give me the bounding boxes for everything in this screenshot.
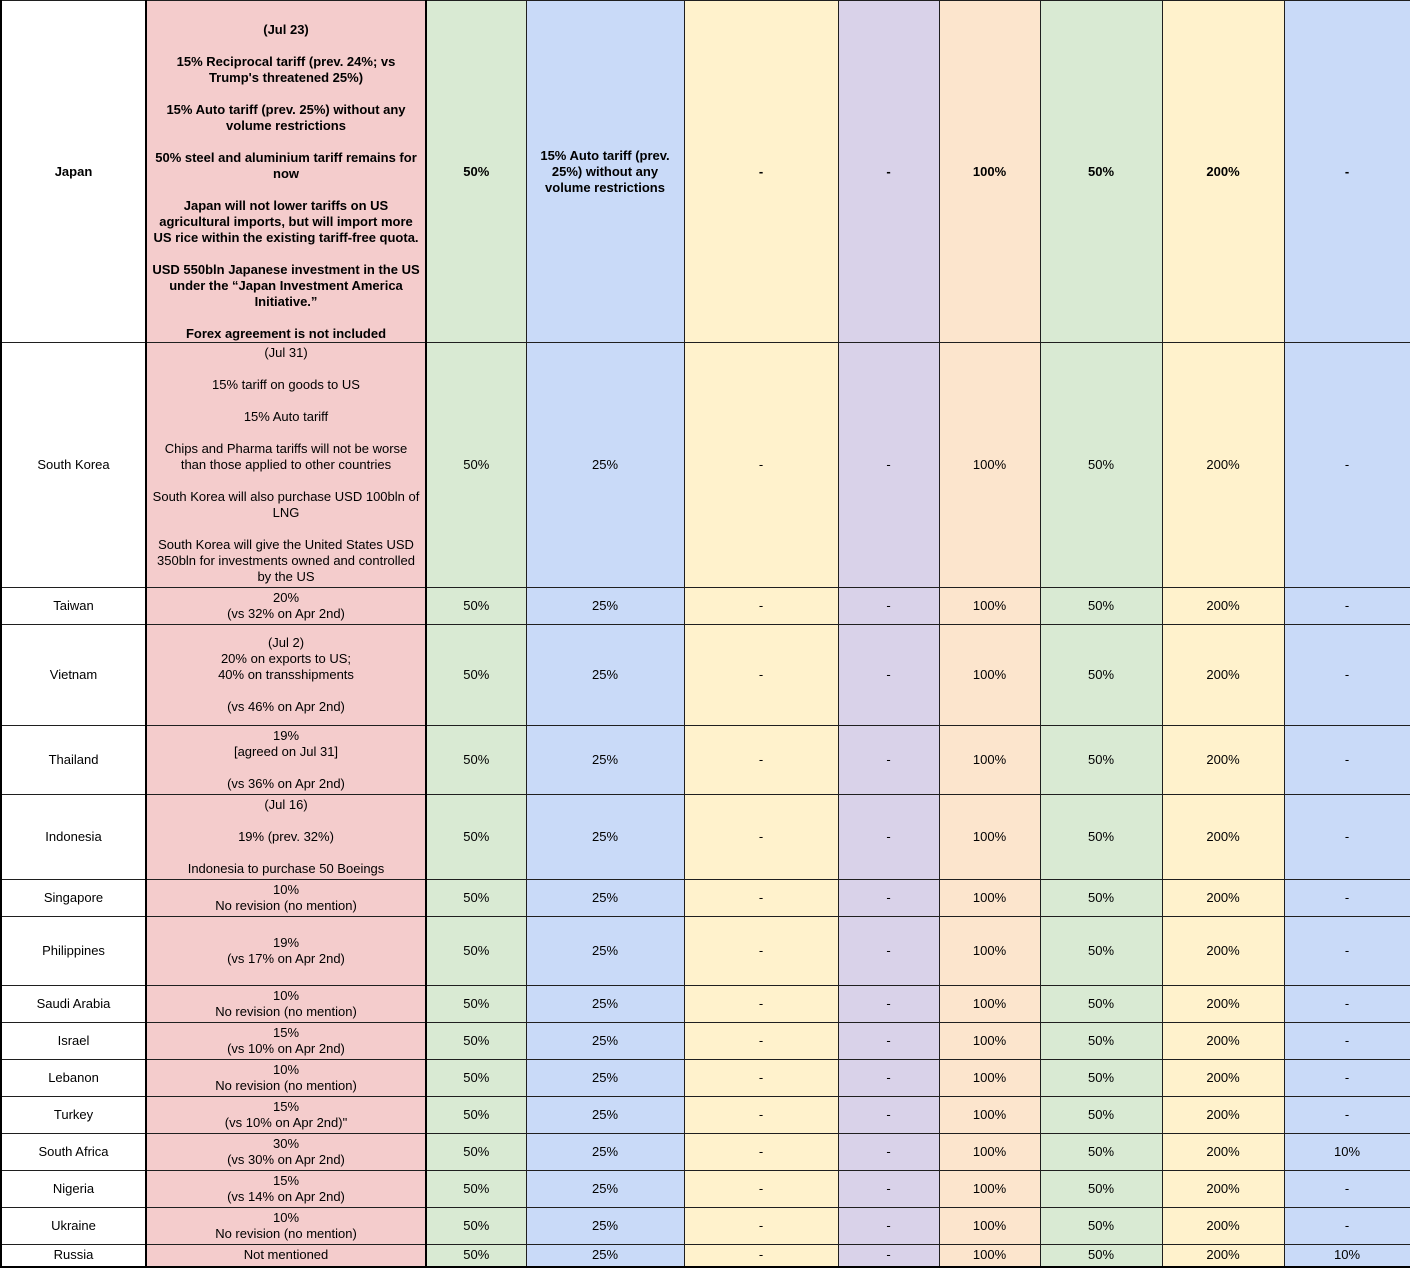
country-cell[interactable]: South Korea <box>1 343 146 588</box>
tariff-cell-col7[interactable]: 100% <box>939 1060 1040 1097</box>
tariff-cell-col5[interactable]: - <box>684 917 838 986</box>
tariff-cell-col8[interactable]: 50% <box>1040 1208 1162 1245</box>
tariff-cell-col6[interactable]: - <box>838 625 939 726</box>
country-cell[interactable]: Russia <box>1 1245 146 1267</box>
deal-details-cell[interactable]: (Jul 31) 15% tariff on goods to US 15% Auto tariff Chips and Pharma tariffs will not be worse than those applied to other countries South Korea will also purchase USD 100bln of LNG South Korea will give the United States USD 350bln for investments owned and controlled by the US <box>146 343 426 588</box>
auto-tariff-cell[interactable]: 25% <box>526 986 684 1023</box>
tariff-cell-col10[interactable]: - <box>1284 726 1410 795</box>
tariff-cell-col7[interactable]: 100% <box>939 625 1040 726</box>
tariff-cell-col5[interactable]: - <box>684 986 838 1023</box>
deal-details-cell[interactable]: 15% (vs 10% on Apr 2nd)" <box>146 1097 426 1134</box>
tariff-cell-col9[interactable]: 200% <box>1162 1171 1284 1208</box>
deal-details-cell[interactable]: Not mentioned <box>146 1245 426 1267</box>
deal-details-cell[interactable]: 15% (vs 14% on Apr 2nd) <box>146 1171 426 1208</box>
tariff-cell-col7[interactable]: 100% <box>939 1 1040 343</box>
steel-aluminium-tariff-cell[interactable]: 50% <box>426 1023 526 1060</box>
deal-details-cell[interactable]: 19% [agreed on Jul 31] (vs 36% on Apr 2nd) <box>146 726 426 795</box>
auto-tariff-cell[interactable]: 25% <box>526 1171 684 1208</box>
tariff-cell-col9[interactable]: 200% <box>1162 1097 1284 1134</box>
deal-details-cell[interactable]: (Jul 23) 15% Reciprocal tariff (prev. 24%; vs Trump's threatened 25%) 15% Auto tariff (prev. 25%) without any volume restrictions 50% steel and aluminium tariff remains for now Japan will not lower tariffs on US agricultural imports, but will import more US rice within the existing tariff-free quota. USD 550bln Japanese investment in the US under the “Japan Investment America Initiative.” Forex agreement is not included <box>146 1 426 343</box>
auto-tariff-cell[interactable]: 25% <box>526 1060 684 1097</box>
table-row <box>1 795 1410 880</box>
auto-tariff-cell[interactable]: 25% <box>526 1245 684 1267</box>
tariff-cell-col5[interactable]: - <box>684 880 838 917</box>
country-cell[interactable]: Lebanon <box>1 1060 146 1097</box>
tariff-cell-col8[interactable]: 50% <box>1040 1245 1162 1267</box>
tariff-cell-col6[interactable]: - <box>838 1208 939 1245</box>
tariff-cell-col7[interactable]: 100% <box>939 726 1040 795</box>
steel-aluminium-tariff-cell[interactable]: 50% <box>426 1060 526 1097</box>
tariff-cell-col5[interactable]: - <box>684 343 838 588</box>
tariff-cell-col9[interactable]: 200% <box>1162 1245 1284 1267</box>
deal-details-cell[interactable]: 19% (vs 17% on Apr 2nd) <box>146 917 426 986</box>
tariff-cell-col5[interactable]: - <box>684 588 838 625</box>
tariff-cell-col10[interactable]: - <box>1284 1060 1410 1097</box>
deal-details-cell[interactable]: (Jul 2) 20% on exports to US; 40% on transshipments (vs 46% on Apr 2nd) <box>146 625 426 726</box>
table-row <box>1 343 1410 588</box>
table-row <box>1 1 1410 343</box>
deal-details-cell[interactable]: 15% (vs 10% on Apr 2nd) <box>146 1023 426 1060</box>
tariff-cell-col8[interactable]: 50% <box>1040 1171 1162 1208</box>
country-cell[interactable]: Vietnam <box>1 625 146 726</box>
steel-aluminium-tariff-cell[interactable]: 50% <box>426 588 526 625</box>
tariff-cell-col7[interactable]: 100% <box>939 1171 1040 1208</box>
tariff-cell-col6[interactable]: - <box>838 795 939 880</box>
auto-tariff-cell[interactable]: 25% <box>526 343 684 588</box>
tariff-cell-col9[interactable]: 200% <box>1162 1208 1284 1245</box>
tariff-cell-col9[interactable]: 200% <box>1162 1023 1284 1060</box>
table-row <box>1 1208 1410 1245</box>
tariff-cell-col9[interactable]: 200% <box>1162 1060 1284 1097</box>
tariff-cell-col6[interactable]: - <box>838 726 939 795</box>
tariff-cell-col10[interactable]: - <box>1284 1171 1410 1208</box>
deal-details-cell[interactable]: 30% (vs 30% on Apr 2nd) <box>146 1134 426 1171</box>
tariff-cell-col8[interactable]: 50% <box>1040 1060 1162 1097</box>
tariff-cell-col5[interactable]: - <box>684 1245 838 1267</box>
table-row <box>1 917 1410 986</box>
deal-details-cell[interactable]: 10% No revision (no mention) <box>146 880 426 917</box>
auto-tariff-cell[interactable]: 25% <box>526 917 684 986</box>
table-row <box>1 1134 1410 1171</box>
tariff-cell-col5[interactable]: - <box>684 1060 838 1097</box>
auto-tariff-cell[interactable]: 15% Auto tariff (prev. 25%) without any volume restrictions <box>526 1 684 343</box>
country-cell[interactable]: Philippines <box>1 917 146 986</box>
tariff-cell-col10[interactable]: - <box>1284 1208 1410 1245</box>
deal-details-cell[interactable]: 10% No revision (no mention) <box>146 986 426 1023</box>
tariff-cell-col6[interactable]: - <box>838 1171 939 1208</box>
deal-details-cell[interactable]: 10% No revision (no mention) <box>146 1060 426 1097</box>
tariff-cell-col9[interactable]: 200% <box>1162 343 1284 588</box>
tariff-cell-col9[interactable]: 200% <box>1162 880 1284 917</box>
tariff-cell-col5[interactable]: - <box>684 1097 838 1134</box>
tariff-cell-col6[interactable]: - <box>838 1245 939 1267</box>
tariff-cell-col8[interactable]: 50% <box>1040 1097 1162 1134</box>
tariff-cell-col6[interactable]: - <box>838 880 939 917</box>
country-cell[interactable]: Turkey <box>1 1097 146 1134</box>
deal-details-cell[interactable]: (Jul 16) 19% (prev. 32%) Indonesia to purchase 50 Boeings <box>146 795 426 880</box>
tariff-cell-col8[interactable]: 50% <box>1040 1023 1162 1060</box>
country-cell[interactable]: Nigeria <box>1 1171 146 1208</box>
tariff-cell-col10[interactable]: 10% <box>1284 1245 1410 1267</box>
tariff-cell-col10[interactable]: - <box>1284 986 1410 1023</box>
tariff-cell-col8[interactable]: 50% <box>1040 880 1162 917</box>
tariff-cell-col5[interactable]: - <box>684 625 838 726</box>
tariff-cell-col6[interactable]: - <box>838 1 939 343</box>
tariff-cell-col5[interactable]: - <box>684 1134 838 1171</box>
table-row <box>1 1245 1410 1267</box>
tariff-cell-col9[interactable]: 200% <box>1162 1 1284 343</box>
tariff-cell-col8[interactable]: 50% <box>1040 588 1162 625</box>
tariff-cell-col9[interactable]: 200% <box>1162 986 1284 1023</box>
table-row <box>1 726 1410 795</box>
tariff-cell-col8[interactable]: 50% <box>1040 343 1162 588</box>
steel-aluminium-tariff-cell[interactable]: 50% <box>426 1097 526 1134</box>
tariff-cell-col9[interactable]: 200% <box>1162 726 1284 795</box>
tariff-cell-col5[interactable]: - <box>684 1 838 343</box>
table-row <box>1 880 1410 917</box>
tariff-cell-col6[interactable]: - <box>838 588 939 625</box>
tariff-cell-col7[interactable]: 100% <box>939 1134 1040 1171</box>
country-cell[interactable]: Japan <box>1 1 146 343</box>
tariff-cell-col10[interactable]: - <box>1284 880 1410 917</box>
tariff-cell-col7[interactable]: 100% <box>939 588 1040 625</box>
auto-tariff-cell[interactable]: 25% <box>526 726 684 795</box>
steel-aluminium-tariff-cell[interactable]: 50% <box>426 986 526 1023</box>
tariff-cell-col6[interactable]: - <box>838 1134 939 1171</box>
tariff-cell-col6[interactable]: - <box>838 343 939 588</box>
tariff-cell-col9[interactable]: 200% <box>1162 625 1284 726</box>
table-row <box>1 1171 1410 1208</box>
tariff-cell-col8[interactable]: 50% <box>1040 726 1162 795</box>
tariff-cell-col10[interactable]: - <box>1284 625 1410 726</box>
tariff-cell-col7[interactable]: 100% <box>939 986 1040 1023</box>
table-row <box>1 986 1410 1023</box>
tariff-cell-col7[interactable]: 100% <box>939 1245 1040 1267</box>
country-cell[interactable]: Singapore <box>1 880 146 917</box>
tariff-cell-col8[interactable]: 50% <box>1040 1134 1162 1171</box>
country-cell[interactable]: Saudi Arabia <box>1 986 146 1023</box>
tariff-cell-col9[interactable]: 200% <box>1162 917 1284 986</box>
auto-tariff-cell[interactable]: 25% <box>526 1134 684 1171</box>
tariff-cell-col9[interactable]: 200% <box>1162 795 1284 880</box>
deal-details-cell[interactable]: 10% No revision (no mention) <box>146 1208 426 1245</box>
steel-aluminium-tariff-cell[interactable]: 50% <box>426 343 526 588</box>
tariff-cell-col7[interactable]: 100% <box>939 795 1040 880</box>
auto-tariff-cell[interactable]: 25% <box>526 880 684 917</box>
table-row <box>1 1060 1410 1097</box>
tariff-cell-col8[interactable]: 50% <box>1040 917 1162 986</box>
steel-aluminium-tariff-cell[interactable]: 50% <box>426 917 526 986</box>
tariff-cell-col8[interactable]: 50% <box>1040 1 1162 343</box>
auto-tariff-cell[interactable]: 25% <box>526 1097 684 1134</box>
auto-tariff-cell[interactable]: 25% <box>526 1208 684 1245</box>
tariff-cell-col10[interactable]: - <box>1284 1 1410 343</box>
tariff-cell-col9[interactable]: 200% <box>1162 1134 1284 1171</box>
tariff-cell-col7[interactable]: 100% <box>939 1023 1040 1060</box>
tariff-cell-col7[interactable]: 100% <box>939 917 1040 986</box>
deal-details-cell[interactable]: 20% (vs 32% on Apr 2nd) <box>146 588 426 625</box>
sheet-body <box>1 1 1410 1267</box>
country-cell[interactable]: South Africa <box>1 1134 146 1171</box>
tariff-cell-col10[interactable]: - <box>1284 588 1410 625</box>
country-cell[interactable]: Ukraine <box>1 1208 146 1245</box>
tariff-cell-col6[interactable]: - <box>838 917 939 986</box>
steel-aluminium-tariff-cell[interactable]: 50% <box>426 726 526 795</box>
table-row <box>1 625 1410 726</box>
steel-aluminium-tariff-cell[interactable]: 50% <box>426 1208 526 1245</box>
tariff-cell-col7[interactable]: 100% <box>939 343 1040 588</box>
tariff-cell-col10[interactable]: - <box>1284 343 1410 588</box>
country-cell[interactable]: Thailand <box>1 726 146 795</box>
tariff-cell-col10[interactable]: - <box>1284 795 1410 880</box>
auto-tariff-cell[interactable]: 25% <box>526 625 684 726</box>
table-row <box>1 1097 1410 1134</box>
table-row <box>1 588 1410 625</box>
steel-aluminium-tariff-cell[interactable]: 50% <box>426 1245 526 1267</box>
tariff-cell-col5[interactable]: - <box>684 1208 838 1245</box>
steel-aluminium-tariff-cell[interactable]: 50% <box>426 795 526 880</box>
auto-tariff-cell[interactable]: 25% <box>526 795 684 880</box>
auto-tariff-cell[interactable]: 25% <box>526 1023 684 1060</box>
tariff-cell-col10[interactable]: 10% <box>1284 1134 1410 1171</box>
tariff-cell-col8[interactable]: 50% <box>1040 625 1162 726</box>
tariff-cell-col6[interactable]: - <box>838 1097 939 1134</box>
tariff-cell-col7[interactable]: 100% <box>939 880 1040 917</box>
tariff-cell-col8[interactable]: 50% <box>1040 986 1162 1023</box>
tariff-cell-col7[interactable]: 100% <box>939 1097 1040 1134</box>
tariff-cell-col10[interactable]: - <box>1284 1023 1410 1060</box>
auto-tariff-cell[interactable]: 25% <box>526 588 684 625</box>
tariff-cell-col5[interactable]: - <box>684 726 838 795</box>
tariff-cell-col5[interactable]: - <box>684 795 838 880</box>
country-cell[interactable]: Indonesia <box>1 795 146 880</box>
tariff-cell-col6[interactable]: - <box>838 1023 939 1060</box>
steel-aluminium-tariff-cell[interactable]: 50% <box>426 1 526 343</box>
tariff-cell-col9[interactable]: 200% <box>1162 588 1284 625</box>
tariff-cell-col7[interactable]: 100% <box>939 1208 1040 1245</box>
steel-aluminium-tariff-cell[interactable]: 50% <box>426 625 526 726</box>
tariff-cell-col5[interactable]: - <box>684 1023 838 1060</box>
steel-aluminium-tariff-cell[interactable]: 50% <box>426 1134 526 1171</box>
steel-aluminium-tariff-cell[interactable]: 50% <box>426 880 526 917</box>
steel-aluminium-tariff-cell[interactable]: 50% <box>426 1171 526 1208</box>
country-cell[interactable]: Taiwan <box>1 588 146 625</box>
tariff-cell-col10[interactable]: - <box>1284 1097 1410 1134</box>
tariff-cell-col8[interactable]: 50% <box>1040 795 1162 880</box>
table-row <box>1 1023 1410 1060</box>
tariff-cell-col6[interactable]: - <box>838 986 939 1023</box>
tariff-cell-col10[interactable]: - <box>1284 917 1410 986</box>
country-cell[interactable]: Israel <box>1 1023 146 1060</box>
tariff-cell-col5[interactable]: - <box>684 1171 838 1208</box>
tariff-cell-col6[interactable]: - <box>838 1060 939 1097</box>
